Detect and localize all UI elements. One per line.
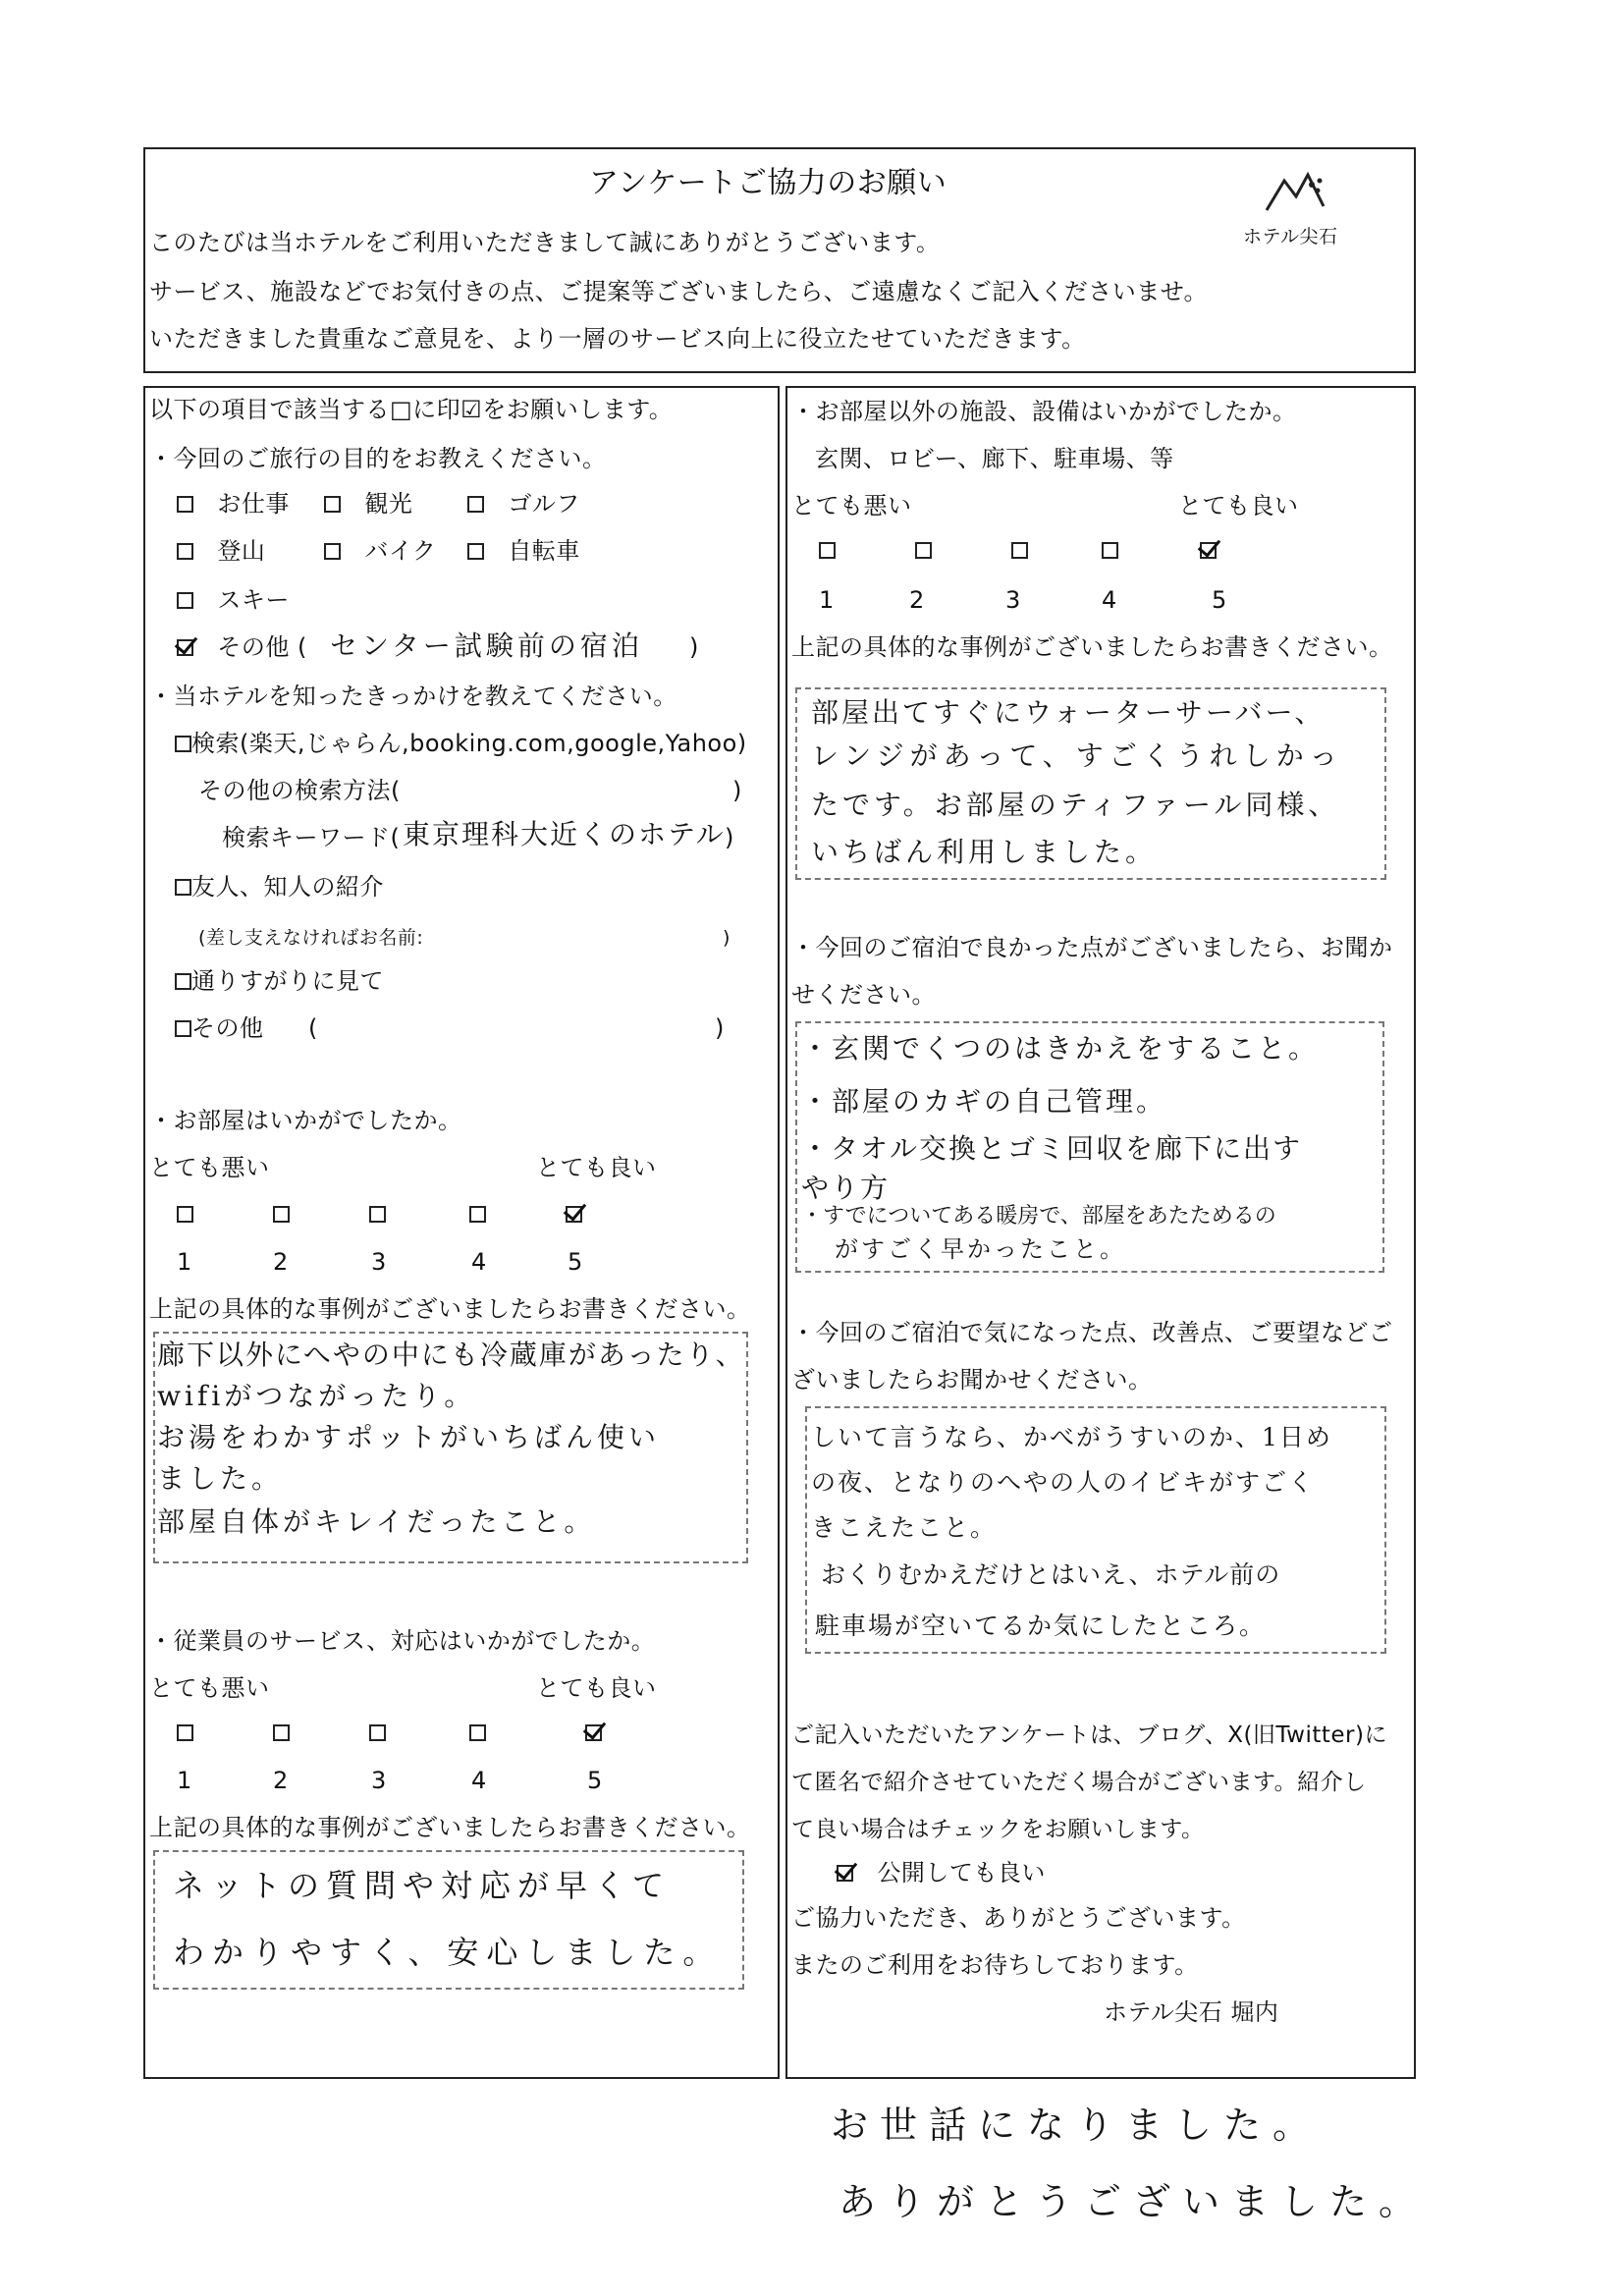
staff-comment-prompt: 上記の具体的な事例がございましたらお書きください。 [149, 1814, 751, 1841]
facilities-rating-2[interactable] [915, 542, 932, 562]
room-scale-4: 4 [471, 1248, 487, 1276]
good-points-line-4: やり方 [801, 1172, 891, 1204]
room-rating-1[interactable] [177, 1206, 193, 1226]
closing-line-3: て良い場合はチェックをお願いします。 [791, 1817, 1205, 1842]
staff-comment-line-2: わかりやすく、安心しました。 [173, 1934, 723, 1971]
room-comment-line-3: お湯をわかすポットがいちばん使い [157, 1421, 661, 1453]
purpose-option-ski[interactable]: スキー [177, 585, 290, 615]
room-rating-2[interactable] [273, 1206, 290, 1226]
room-rating-5-checked[interactable] [566, 1206, 582, 1226]
checkbox[interactable] [467, 496, 484, 513]
purpose-option-other[interactable]: その他 ( [177, 632, 307, 662]
facilities-rating-4[interactable] [1102, 542, 1118, 562]
source-other-close: ) [715, 1014, 725, 1042]
purpose-option-climbing[interactable]: 登山 [177, 536, 265, 566]
header-line-2: サービス、施設などでお気付きの点、ご提案等ございましたら、ご遠慮なくご記入くださいませ。 [149, 278, 1208, 305]
purpose-other-answer: センター試験前の宿泊 [330, 629, 643, 662]
purpose-option-bike[interactable]: バイク [324, 536, 436, 566]
checkbox[interactable] [467, 543, 484, 560]
purpose-option-golf[interactable]: ゴルフ [467, 489, 580, 519]
checkbox[interactable] [324, 543, 341, 560]
facilities-comment-prompt: 上記の具体的な事例がございましたらお書きください。 [791, 633, 1393, 661]
room-question: ・お部屋はいかがでしたか。 [149, 1107, 462, 1134]
purpose-option-sightseeing[interactable]: 観光 [324, 489, 412, 519]
room-good-label: とても良い [536, 1154, 657, 1181]
staff-rating-1[interactable] [177, 1724, 193, 1744]
room-rating-4[interactable] [469, 1206, 486, 1226]
source-question: ・当ホテルを知ったきっかけを教えてください。 [149, 683, 677, 710]
staff-question: ・従業員のサービス、対応はいかがでしたか。 [149, 1627, 656, 1655]
checkbox[interactable] [175, 879, 191, 896]
public-consent-checkbox[interactable] [837, 1865, 853, 1882]
facilities-comment-line-3: たです。お部屋のティファール同様、 [811, 789, 1340, 821]
room-rating-3[interactable] [369, 1206, 386, 1226]
purpose-option-bicycle[interactable]: 自転車 [467, 536, 580, 566]
footer-handwriting-1: お世話になりました。 [831, 2104, 1323, 2147]
room-scale-2: 2 [273, 1248, 289, 1276]
room-comment-line-1: 廊下以外にへやの中にも冷蔵庫があったり、 [157, 1339, 745, 1371]
closing-line-2: て匿名で紹介させていただく場合がございます。紹介し [791, 1770, 1367, 1795]
logo-text: ホテル尖石 [1243, 226, 1338, 247]
purpose-question: ・今回のご旅行の目的をお教えください。 [149, 445, 607, 472]
checkbox[interactable] [177, 592, 193, 609]
purpose-other-close: ) [689, 633, 699, 661]
improvements-line-1: しいて言うなら、かべがうすいのか、1日め [811, 1423, 1332, 1451]
facilities-question: ・お部屋以外の施設、設備はいかがでしたか。 [791, 398, 1297, 425]
purpose-option-work[interactable]: お仕事 [177, 489, 290, 519]
facilities-scale-4: 4 [1102, 586, 1117, 614]
source-search[interactable]: 検索(楽天,じゃらん,booking.com,google,Yahoo) [175, 729, 747, 758]
facilities-examples: 玄関、ロビー、廊下、駐車場、等 [815, 445, 1174, 472]
room-bad-label: とても悪い [149, 1154, 270, 1181]
source-keyword-answer: 東京理科大近くのホテル [403, 818, 726, 850]
closing-line-1: ご記入いただいたアンケートは、ブログ、X(旧Twitter)に [791, 1722, 1387, 1748]
survey-title: アンケートご協力のお願い [589, 166, 947, 200]
source-other-search-close: ) [732, 777, 742, 804]
facilities-comment-line-4: いちばん利用しました。 [811, 836, 1158, 868]
room-comment-prompt: 上記の具体的な事例がございましたらお書きください。 [149, 1295, 751, 1323]
facilities-rating-1[interactable] [819, 542, 836, 562]
staff-rating-3[interactable] [369, 1724, 386, 1744]
facilities-scale-2: 2 [909, 586, 925, 614]
checkbox[interactable] [175, 736, 191, 752]
checkbox[interactable] [175, 1020, 191, 1037]
public-consent[interactable]: 公開しても良い [837, 1858, 1046, 1887]
source-other-search: その他の検索方法( [198, 777, 401, 804]
staff-comment-line-1: ネットの質問や対応が早くて [173, 1867, 672, 1904]
good-points-line-3: ・タオル交換とゴミ回収を廊下に出す [801, 1132, 1303, 1165]
closing-again: またのご利用をお待ちしております。 [791, 1951, 1199, 1979]
source-keyword-label: 検索キーワード( [222, 824, 401, 851]
staff-good-label: とても良い [536, 1674, 657, 1702]
improvements-question-2: ざいましたらお聞かせください。 [791, 1366, 1153, 1394]
improvements-line-2: の夜、となりのへやの人のイビキがすごく [811, 1468, 1316, 1497]
improvements-line-5: 駐車場が空いてるか気にしたところ。 [815, 1612, 1267, 1640]
staff-rating-2[interactable] [273, 1724, 290, 1744]
good-points-line-2: ・部屋のカギの自己管理。 [801, 1085, 1167, 1118]
facilities-rating-3[interactable] [1011, 542, 1028, 562]
footer-handwriting-2: ありがとうございました。 [839, 2180, 1429, 2223]
checkbox[interactable] [324, 496, 341, 513]
source-keyword-close: ) [725, 824, 734, 851]
good-points-line-6: がすごく早かったこと。 [835, 1235, 1126, 1263]
facilities-scale-1: 1 [819, 586, 835, 614]
header-line-1: このたびは当ホテルをご利用いただきまして誠にありがとうございます。 [149, 229, 941, 256]
source-friend-name-close: ) [723, 927, 731, 949]
source-friend-name: (差し支えなければお名前: [198, 927, 424, 949]
good-points-question-1: ・今回のご宿泊で良かった点がございましたら、お聞か [791, 934, 1393, 961]
mountain-logo-icon [1263, 167, 1331, 216]
facilities-scale-3: 3 [1005, 586, 1021, 614]
improvements-line-3: きこえたこと。 [811, 1513, 998, 1542]
checkbox[interactable] [177, 543, 193, 560]
staff-scale-3: 3 [371, 1767, 387, 1794]
improvements-line-4: おくりむかえだけとはいえ、ホテル前の [821, 1560, 1281, 1589]
room-comment-line-4: ました。 [157, 1462, 284, 1495]
source-friend[interactable]: 友人、知人の紹介 [175, 872, 384, 902]
closing-thanks: ご協力いただき、ありがとうございます。 [791, 1904, 1246, 1932]
improvements-question-1: ・今回のご宿泊で気になった点、改善点、ご要望などご [791, 1319, 1393, 1346]
good-points-line-1: ・玄関でくつのはきかえをすること。 [801, 1032, 1320, 1065]
staff-bad-label: とても悪い [149, 1674, 270, 1702]
checkbox[interactable] [175, 973, 191, 990]
room-comment-line-2: wifiがつながったり。 [157, 1380, 476, 1412]
staff-rating-5-checked[interactable] [585, 1724, 602, 1744]
staff-scale-4: 4 [471, 1767, 487, 1794]
staff-scale-1: 1 [177, 1767, 192, 1794]
closing-signature: ホテル尖石 堀内 [1104, 1998, 1279, 2026]
staff-scale-5: 5 [587, 1767, 603, 1794]
facilities-scale-5: 5 [1212, 586, 1227, 614]
checkbox-checked[interactable] [177, 639, 193, 656]
staff-scale-2: 2 [273, 1767, 289, 1794]
room-scale-1: 1 [177, 1248, 192, 1276]
room-scale-3: 3 [371, 1248, 387, 1276]
good-points-question-2: せください。 [791, 981, 936, 1009]
checkbox[interactable] [177, 496, 193, 513]
facilities-good-label: とても良い [1178, 492, 1299, 519]
source-other-open: ( [308, 1014, 318, 1042]
facilities-rating-5-checked[interactable] [1200, 542, 1217, 562]
source-passing[interactable]: 通りすがりに見て [175, 966, 384, 996]
facilities-comment-line-1: 部屋出てすぐにウォーターサーバー、 [811, 696, 1326, 729]
good-points-line-5: ・すでについてある暖房で、部屋をあたためるの [801, 1204, 1276, 1229]
instruction-text: 以下の項目で該当する□に印☑をお願いします。 [149, 396, 674, 423]
facilities-comment-line-2: レンジがあって、すごくうれしかっ [811, 739, 1343, 772]
room-comment-line-5: 部屋自体がキレイだったこと。 [157, 1505, 596, 1538]
facilities-bad-label: とても悪い [791, 492, 912, 519]
room-scale-5: 5 [568, 1248, 583, 1276]
staff-rating-4[interactable] [469, 1724, 486, 1744]
source-other[interactable]: その他 [175, 1013, 264, 1043]
header-line-3: いただきました貴重なご意見を、より一層のサービス向上に役立たせていただきます。 [149, 325, 1086, 353]
